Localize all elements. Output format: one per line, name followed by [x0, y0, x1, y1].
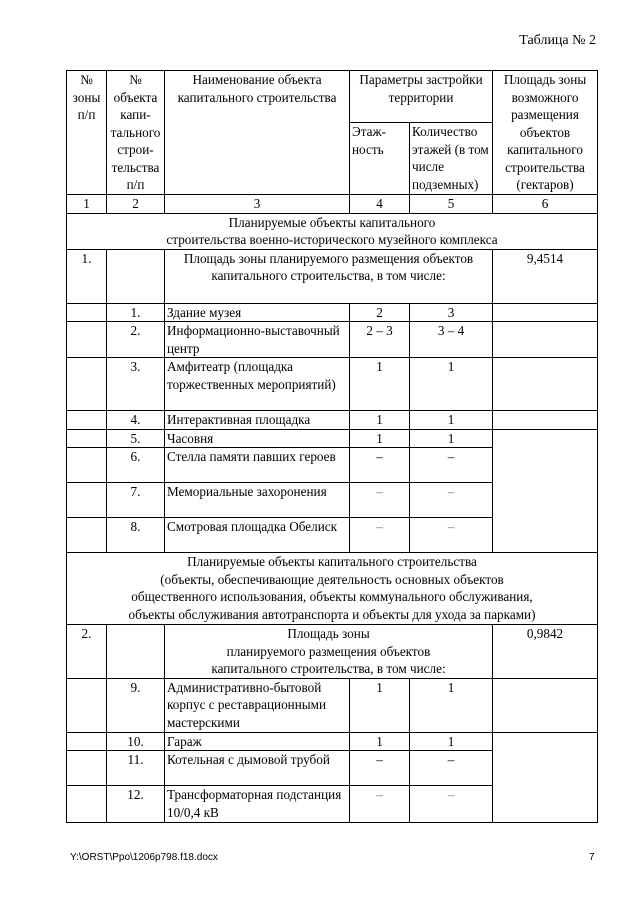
section2-title: Планируемые объекты капитального строительства (объекты, обеспечивающие деятельность основных объектов общественного использования, объекты коммунального обслуживания, объекты обслуживания автотранспорта и объекты для ухода за парками): [67, 553, 598, 625]
zone2-number: 2.: [67, 625, 107, 679]
zone2-description: Площадь зоны планируемого размещения объектов капитального строительства, в том числе:: [165, 625, 493, 679]
page-number: 7: [589, 852, 595, 863]
table-row: 11. Котельная с дымовой трубой – –: [67, 751, 598, 786]
header-object-name: Наименование объекта капитального строительства: [165, 71, 350, 195]
objects-table: [66, 70, 598, 823]
header-object-number: № объекта капи- тального строи- тельства п/п: [107, 71, 165, 195]
table-row: 4. Интерактивная площадка 1 1: [67, 411, 598, 430]
table-row: 6. Стелла памяти павших героев – –: [67, 448, 598, 483]
table-row: 10. Гараж 1 1: [67, 732, 598, 751]
table-row: 5. Часовня 1 1: [67, 429, 598, 448]
header-zone-area: Площадь зоны возможного размещения объектов капитального строительства (гектаров): [493, 71, 598, 195]
table-row: 8. Смотровая площадка Обелиск – –: [67, 518, 598, 553]
table-row: 3. Амфитеатр (площадка торжественных мероприятий) 1 1: [67, 358, 598, 411]
column-numbers-row: 1 2 3 4 5 6: [67, 195, 598, 214]
table-row: 7. Мемориальные захоронения – –: [67, 483, 598, 518]
table-row: 12. Трансформаторная подстанция 10/0,4 кВ – –: [67, 786, 598, 823]
table-row: 1. Здание музея 2 3: [67, 303, 598, 322]
header-parameters: Параметры застройки территории: [350, 71, 493, 123]
footer-file-path: Y:\ORST\Ppo\1206p798.f18.docx: [70, 852, 218, 863]
zone2-area: 0,9842: [493, 625, 598, 679]
table-caption: Таблица № 2: [519, 33, 596, 48]
header-floor-count: Количество этажей (в том числе подземных): [410, 123, 493, 195]
header-zone-number: № зоны п/п: [67, 71, 107, 195]
zone1-number: 1.: [67, 249, 107, 303]
table-row: 9. Административно-бытовой корпус с реставрационными мастерскими 1 1: [67, 678, 598, 732]
table-row: 2. Информационно-выставочный центр 2 – 3 3 – 4: [67, 322, 598, 358]
header-floors: Этаж- ность: [350, 123, 410, 195]
zone1-description: Площадь зоны планируемого размещения объектов капитального строительства, в том числе:: [165, 249, 493, 303]
section1-title: Планируемые объекты капитального строительства военно-исторического музейного комплекса: [67, 213, 598, 249]
zone1-area: 9,4514: [493, 249, 598, 303]
